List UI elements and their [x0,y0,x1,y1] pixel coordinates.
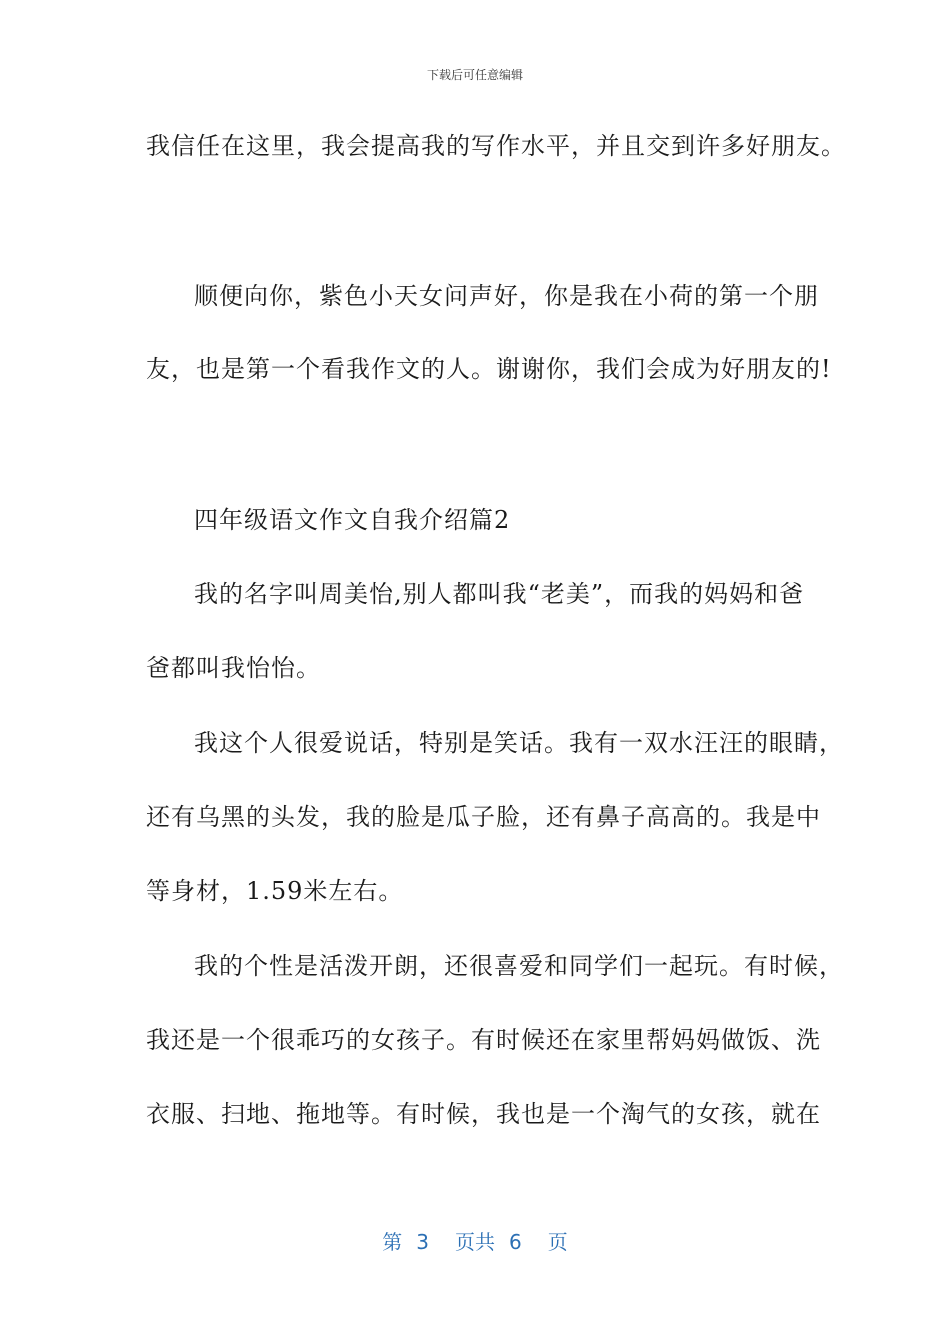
paragraph-line-8: 还有乌黑的头发，我的脸是瓜子脸，还有鼻子高高的。我是中 [146,803,821,831]
page-label-prefix: 第 [382,1230,403,1254]
paragraph-line-7: 我这个人很爱说话，特别是笑话。我有一双水汪汪的眼睛， [194,729,844,757]
paragraph-line-10: 我的个性是活泼开朗，还很喜爱和同学们一起玩。有时候， [194,952,844,980]
page-indicator [0,1226,950,1255]
paragraph-line-5: 我的名字叫周美怡,别人都叫我“老美”，而我的妈妈和爸 [194,580,805,608]
paragraph-line-11: 我还是一个很乖巧的女孩子。有时候还在家里帮妈妈做饭、洗 [146,1026,821,1054]
current-page-number: 3 [416,1230,429,1254]
paragraph-line-1: 我信任在这里，我会提高我的写作水平，并且交到许多好朋友。 [146,132,846,160]
page-label-suffix: 页 [547,1230,568,1254]
paragraph-line-6: 爸都叫我怡怡。 [146,654,321,682]
download-note: 下载后可任意编辑 [426,68,523,82]
paragraph-line-2: 顺便向你，紫色小天女问声好，你是我在小荷的第一个朋 [194,282,819,310]
page-label-mid: 页共 [455,1230,495,1254]
section-heading: 四年级语文作文自我介绍篇2 [194,506,511,534]
total-pages-number: 6 [509,1230,522,1254]
paragraph-line-9: 等身材，1.59米左右。 [146,877,404,905]
paragraph-line-3: 友，也是第一个看我作文的人。谢谢你，我们会成为好朋友的! [146,355,832,383]
paragraph-line-12: 衣服、扫地、拖地等。有时候，我也是一个淘气的女孩，就在 [146,1100,821,1128]
